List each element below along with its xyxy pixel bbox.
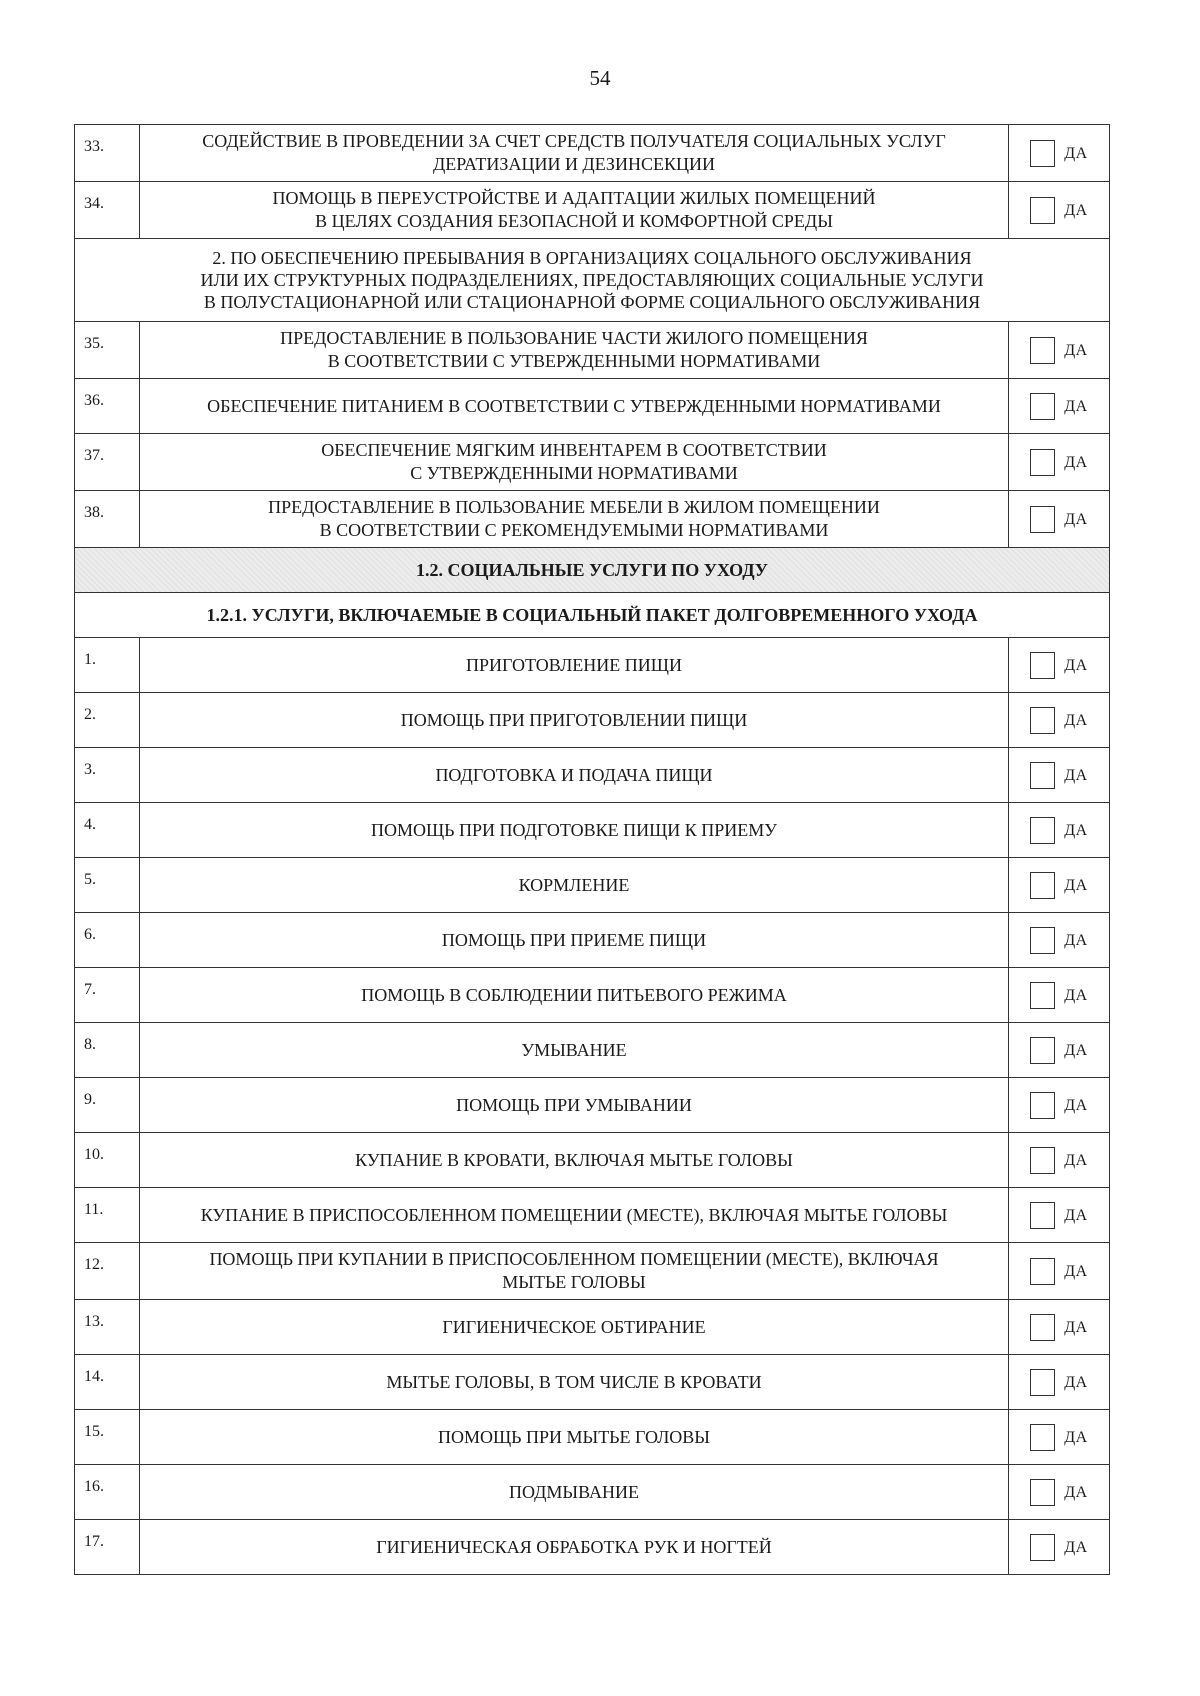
row-number: 37. (75, 434, 140, 491)
yes-label: ДА (1064, 341, 1088, 359)
yes-option (1009, 817, 1109, 844)
yes-label: ДА (1064, 986, 1088, 1004)
service-name (140, 1465, 1009, 1520)
row-number: 14. (75, 1355, 140, 1410)
service-name-line: ОБЕСПЕЧЕНИЕ МЯГКИМ ИНВЕНТАРЕМ В СООТВЕТСТВИИ (321, 440, 827, 460)
row-number: 6. (75, 913, 140, 968)
yes-cell (1009, 1023, 1110, 1078)
yes-label: ДА (1064, 1483, 1088, 1501)
yes-cell (1009, 1465, 1110, 1520)
yes-checkbox[interactable] (1030, 762, 1055, 789)
yes-cell (1009, 182, 1110, 239)
row-number: 2. (75, 693, 140, 748)
yes-option (1009, 762, 1109, 789)
service-row (75, 1188, 1110, 1243)
service-name (140, 1023, 1009, 1078)
service-name-line: ПОДГОТОВКА И ПОДАЧА ПИЩИ (435, 764, 713, 785)
yes-checkbox[interactable] (1030, 1369, 1055, 1396)
yes-cell (1009, 1133, 1110, 1188)
row-number: 15. (75, 1410, 140, 1465)
service-name (140, 379, 1009, 434)
group-heading-line: В ПОЛУСТАЦИОНАРНОЙ ИЛИ СТАЦИОНАРНОЙ ФОРМЕ СОЦИАЛЬНОГО ОБСЛУЖИВАНИЯ (203, 292, 981, 312)
service-name (140, 803, 1009, 858)
group-heading-row (75, 239, 1110, 322)
row-number: 4. (75, 803, 140, 858)
yes-checkbox[interactable] (1030, 337, 1055, 364)
yes-label: ДА (1064, 1262, 1088, 1280)
row-number: 9. (75, 1078, 140, 1133)
yes-option (1009, 506, 1109, 533)
service-name-line: ПОДМЫВАНИЕ (509, 1481, 639, 1502)
yes-option (1009, 982, 1109, 1009)
service-name-line: ДЕРАТИЗАЦИИ И ДЕЗИНСЕКЦИИ (433, 154, 715, 174)
row-number: 35. (75, 322, 140, 379)
service-name (140, 1300, 1009, 1355)
service-name-line: ГИГИЕНИЧЕСКАЯ ОБРАБОТКА РУК И НОГТЕЙ (376, 1536, 772, 1557)
yes-option (1009, 1424, 1109, 1451)
yes-option (1009, 1202, 1109, 1229)
row-number: 5. (75, 858, 140, 913)
service-name-line: КУПАНИЕ В ПРИСПОСОБЛЕННОМ ПОМЕЩЕНИИ (МЕСТЕ), ВКЛЮЧАЯ МЫТЬЕ ГОЛОВЫ (200, 1204, 948, 1225)
service-row (75, 125, 1110, 182)
yes-label: ДА (1064, 1151, 1088, 1169)
row-number: 34. (75, 182, 140, 239)
yes-cell (1009, 434, 1110, 491)
service-row (75, 434, 1110, 491)
row-number: 17. (75, 1520, 140, 1575)
row-number: 33. (75, 125, 140, 182)
service-name-line: ПОМОЩЬ ПРИ ПРИГОТОВЛЕНИИ ПИЩИ (400, 709, 748, 730)
service-row (75, 1300, 1110, 1355)
service-row (75, 1355, 1110, 1410)
row-number: 1. (75, 638, 140, 693)
yes-label: ДА (1064, 510, 1088, 528)
service-name (140, 1355, 1009, 1410)
service-name (140, 1410, 1009, 1465)
yes-option (1009, 337, 1109, 364)
subsection-heading: 1.2.1. УСЛУГИ, ВКЛЮЧАЕМЫЕ В СОЦИАЛЬНЫЙ ПАКЕТ ДОЛГОВРЕМЕННОГО УХОДА (75, 593, 1110, 638)
yes-label: ДА (1064, 1538, 1088, 1556)
yes-cell (1009, 1520, 1110, 1575)
yes-cell (1009, 748, 1110, 803)
rows-care (75, 638, 1110, 1575)
yes-checkbox[interactable] (1030, 393, 1055, 420)
service-name (140, 1133, 1009, 1188)
yes-label: ДА (1064, 1206, 1088, 1224)
service-row (75, 858, 1110, 913)
service-name-line: ПОМОЩЬ ПРИ УМЫВАНИИ (456, 1094, 692, 1115)
yes-cell (1009, 913, 1110, 968)
subsection-heading-row (75, 593, 1110, 638)
service-name (140, 491, 1009, 548)
service-name-line: ПОМОЩЬ ПРИ МЫТЬЕ ГОЛОВЫ (437, 1426, 710, 1447)
yes-option (1009, 449, 1109, 476)
service-name-line: ПОМОЩЬ ПРИ ПРИЕМЕ ПИЩИ (441, 929, 707, 950)
yes-checkbox[interactable] (1030, 449, 1055, 476)
yes-checkbox[interactable] (1030, 140, 1055, 167)
yes-cell (1009, 322, 1110, 379)
service-row (75, 379, 1110, 434)
service-row (75, 1133, 1110, 1188)
service-row (75, 1410, 1110, 1465)
yes-checkbox[interactable] (1030, 1258, 1055, 1285)
service-row (75, 913, 1110, 968)
service-name-line: КУПАНИЕ В КРОВАТИ, ВКЛЮЧАЯ МЫТЬЕ ГОЛОВЫ (355, 1149, 793, 1170)
row-number: 12. (75, 1243, 140, 1300)
service-name-line: СОДЕЙСТВИЕ В ПРОВЕДЕНИИ ЗА СЧЕТ СРЕДСТВ ПОЛУЧАТЕЛЯ СОЦИАЛЬНЫХ УСЛУГ (202, 131, 946, 151)
yes-checkbox[interactable] (1030, 872, 1055, 899)
yes-label: ДА (1064, 711, 1088, 729)
yes-cell (1009, 491, 1110, 548)
row-number: 3. (75, 748, 140, 803)
yes-option (1009, 393, 1109, 420)
group-heading-line: 2. ПО ОБЕСПЕЧЕНИЮ ПРЕБЫВАНИЯ В ОРГАНИЗАЦИЯХ СОЦАЛЬНОГО ОБСЛУЖИВАНИЯ (212, 248, 972, 268)
service-row (75, 803, 1110, 858)
service-name-line: С УТВЕРЖДЕННЫМИ НОРМАТИВАМИ (410, 463, 738, 483)
yes-option (1009, 652, 1109, 679)
service-name-line: ОБЕСПЕЧЕНИЕ ПИТАНИЕМ В СООТВЕТСТВИИ С УТВЕРЖДЕННЫМИ НОРМАТИВАМИ (207, 395, 941, 416)
row-number: 16. (75, 1465, 140, 1520)
yes-cell (1009, 1355, 1110, 1410)
yes-checkbox[interactable] (1030, 1479, 1055, 1506)
service-name-line: ПРИГОТОВЛЕНИЕ ПИЩИ (466, 654, 682, 675)
yes-cell (1009, 1300, 1110, 1355)
yes-checkbox[interactable] (1030, 1092, 1055, 1119)
yes-checkbox[interactable] (1030, 927, 1055, 954)
yes-label: ДА (1064, 453, 1088, 471)
yes-checkbox[interactable] (1030, 707, 1055, 734)
service-row (75, 968, 1110, 1023)
yes-label: ДА (1064, 766, 1088, 784)
yes-cell (1009, 803, 1110, 858)
service-row (75, 638, 1110, 693)
yes-option (1009, 140, 1109, 167)
yes-option (1009, 872, 1109, 899)
service-name (140, 913, 1009, 968)
yes-cell (1009, 693, 1110, 748)
service-name-line: ПОМОЩЬ В СОБЛЮДЕНИИ ПИТЬЕВОГО РЕЖИМА (361, 984, 787, 1005)
yes-option (1009, 1258, 1109, 1285)
service-row (75, 322, 1110, 379)
service-name (140, 1188, 1009, 1243)
service-name (140, 322, 1009, 379)
yes-label: ДА (1064, 1096, 1088, 1114)
service-row (75, 1465, 1110, 1520)
service-name (140, 968, 1009, 1023)
yes-checkbox[interactable] (1030, 817, 1055, 844)
page-number: 54 (589, 66, 611, 90)
service-name (140, 693, 1009, 748)
service-name (140, 1078, 1009, 1133)
service-name (140, 1243, 1009, 1300)
service-name (140, 638, 1009, 693)
services-table (74, 124, 1110, 1575)
yes-checkbox[interactable] (1030, 1314, 1055, 1341)
yes-cell (1009, 638, 1110, 693)
yes-option (1009, 1037, 1109, 1064)
rows-mid (75, 322, 1110, 548)
yes-option (1009, 1479, 1109, 1506)
service-row (75, 491, 1110, 548)
yes-cell (1009, 379, 1110, 434)
service-name-line: В СООТВЕТСТВИИ С РЕКОМЕНДУЕМЫМИ НОРМАТИВАМИ (319, 520, 829, 540)
service-row (75, 693, 1110, 748)
yes-label: ДА (1064, 1428, 1088, 1446)
service-name (140, 182, 1009, 239)
yes-option (1009, 707, 1109, 734)
yes-label: ДА (1064, 144, 1088, 162)
yes-label: ДА (1064, 931, 1088, 949)
service-row (75, 1520, 1110, 1575)
service-name-line: В ЦЕЛЯХ СОЗДАНИЯ БЕЗОПАСНОЙ И КОМФОРТНОЙ СРЕДЫ (315, 211, 833, 231)
service-name-line: ПРЕДОСТАВЛЕНИЕ В ПОЛЬЗОВАНИЕ ЧАСТИ ЖИЛОГО ПОМЕЩЕНИЯ (280, 328, 868, 348)
yes-checkbox[interactable] (1030, 506, 1055, 533)
service-name-line: ПРЕДОСТАВЛЕНИЕ В ПОЛЬЗОВАНИЕ МЕБЕЛИ В ЖИЛОМ ПОМЕЩЕНИИ (268, 497, 880, 517)
service-name (140, 748, 1009, 803)
yes-label: ДА (1064, 821, 1088, 839)
row-number: 11. (75, 1188, 140, 1243)
yes-cell (1009, 1243, 1110, 1300)
yes-option (1009, 1092, 1109, 1119)
service-name-line: ПОМОЩЬ В ПЕРЕУСТРОЙСТВЕ И АДАПТАЦИИ ЖИЛЫХ ПОМЕЩЕНИЙ (272, 188, 876, 208)
row-number: 8. (75, 1023, 140, 1078)
yes-checkbox[interactable] (1030, 1424, 1055, 1451)
yes-label: ДА (1064, 656, 1088, 674)
yes-checkbox[interactable] (1030, 982, 1055, 1009)
service-name-line: В СООТВЕТСТВИИ С УТВЕРЖДЕННЫМИ НОРМАТИВАМИ (327, 351, 821, 371)
yes-cell (1009, 1188, 1110, 1243)
group-heading (75, 239, 1110, 322)
service-row (75, 748, 1110, 803)
yes-cell (1009, 1078, 1110, 1133)
yes-label: ДА (1064, 1373, 1088, 1391)
service-name (140, 434, 1009, 491)
yes-checkbox[interactable] (1030, 652, 1055, 679)
service-row (75, 182, 1110, 239)
service-name-line: ПОМОЩЬ ПРИ КУПАНИИ В ПРИСПОСОБЛЕННОМ ПОМЕЩЕНИИ (МЕСТЕ), ВКЛЮЧАЯ (209, 1249, 939, 1269)
service-row (75, 1243, 1110, 1300)
yes-checkbox[interactable] (1030, 1037, 1055, 1064)
service-name-line: ГИГИЕНИЧЕСКОЕ ОБТИРАНИЕ (442, 1316, 706, 1337)
service-name-line: КОРМЛЕНИЕ (518, 874, 630, 895)
row-number: 13. (75, 1300, 140, 1355)
yes-cell (1009, 125, 1110, 182)
row-number: 10. (75, 1133, 140, 1188)
row-number: 38. (75, 491, 140, 548)
service-name (140, 858, 1009, 913)
group-heading-block (75, 239, 1110, 322)
yes-option (1009, 1369, 1109, 1396)
yes-checkbox[interactable] (1030, 1147, 1055, 1174)
service-name-line: УМЫВАНИЕ (521, 1039, 627, 1060)
yes-checkbox[interactable] (1030, 1534, 1055, 1561)
yes-label: ДА (1064, 876, 1088, 894)
row-number: 7. (75, 968, 140, 1023)
yes-option (1009, 1147, 1109, 1174)
service-row (75, 1023, 1110, 1078)
yes-cell (1009, 858, 1110, 913)
yes-cell (1009, 1410, 1110, 1465)
service-row (75, 1078, 1110, 1133)
service-name-line: МЫТЬЕ ГОЛОВЫ (502, 1272, 646, 1292)
service-name-line: ПОМОЩЬ ПРИ ПОДГОТОВКЕ ПИЩИ К ПРИЕМУ (370, 819, 778, 840)
yes-option (1009, 1314, 1109, 1341)
headings-block (75, 548, 1110, 638)
service-name-line: МЫТЬЕ ГОЛОВЫ, В ТОМ ЧИСЛЕ В КРОВАТИ (386, 1371, 762, 1392)
section-heading: 1.2. СОЦИАЛЬНЫЕ УСЛУГИ ПО УХОДУ (75, 548, 1110, 593)
yes-label: ДА (1064, 397, 1088, 415)
yes-checkbox[interactable] (1030, 197, 1055, 224)
service-name (140, 1520, 1009, 1575)
yes-cell (1009, 968, 1110, 1023)
yes-option (1009, 197, 1109, 224)
rows-top (75, 125, 1110, 239)
group-heading-line: ИЛИ ИХ СТРУКТУРНЫХ ПОДРАЗДЕЛЕНИЯХ, ПРЕДОСТАВЛЯЮЩИХ СОЦИАЛЬНЫЕ УСЛУГИ (200, 270, 984, 290)
yes-option (1009, 927, 1109, 954)
yes-label: ДА (1064, 201, 1088, 219)
yes-option (1009, 1534, 1109, 1561)
yes-label: ДА (1064, 1041, 1088, 1059)
yes-label: ДА (1064, 1318, 1088, 1336)
yes-checkbox[interactable] (1030, 1202, 1055, 1229)
row-number: 36. (75, 379, 140, 434)
section-heading-row (75, 548, 1110, 593)
service-name (140, 125, 1009, 182)
